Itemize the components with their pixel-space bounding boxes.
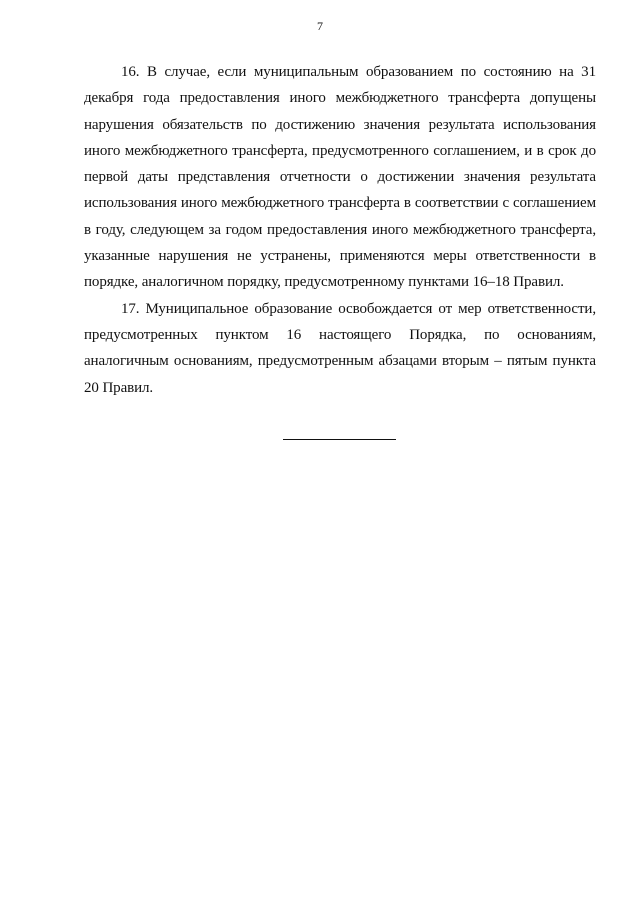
page-number: 7 [317,19,323,33]
document-body [84,59,596,401]
end-of-document-rule [283,439,396,440]
paragraph-17: 17. Муниципальное образование освобождается от мер ответственности, предусмотренных пунктом 16 настоящего Порядка, по основаниям, аналогичным основаниям, предусмотренным абзацами вторым – пятым пункта 20 Правил. [84,300,596,396]
paragraph-16: 16. В случае, если муниципальным образованием по состоянию на 31 декабря года предоставления иного межбюджетного трансферта допущены нарушения обязательств по достижению значения результата использования иного межбюджетного трансферта, предусмотренного соглашением, и в срок до первой даты представления отчетности о достижении значения результата использования иного межбюджетного трансферта в соответствии с соглашением в году, следующем за годом предоставления иного межбюджетного трансферта, указанные нарушения не устранены, применяются меры ответственности в порядке, аналогичном порядку, предусмотренному пунктами 16–18 Правил. [84,64,596,291]
